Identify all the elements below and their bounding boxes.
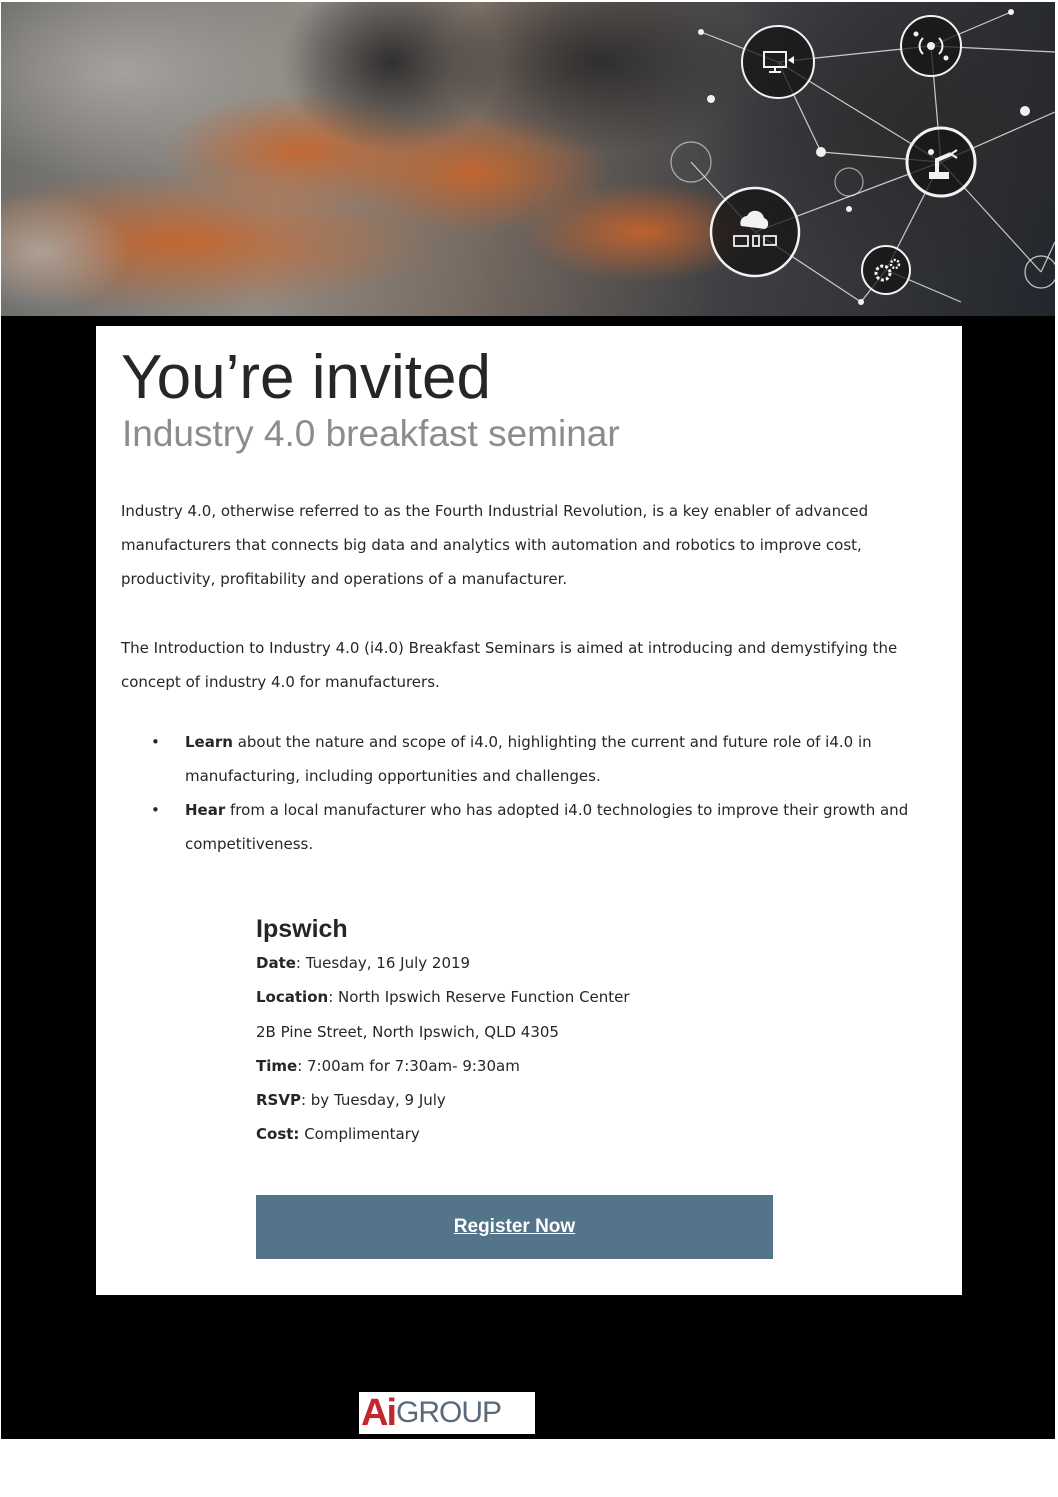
page-subtitle: Industry 4.0 breakfast seminar (122, 413, 620, 454)
time-label: Time (256, 1056, 298, 1075)
cloud-devices-icon (711, 188, 799, 276)
ai-group-logo (359, 1392, 535, 1434)
register-button[interactable] (256, 1195, 773, 1259)
list-item (121, 793, 911, 861)
rsvp-value: : by Tuesday, 9 July (300, 1091, 446, 1110)
bullet-text: from a local manufacturer who has adopted i4.0 technologies to improve their growth and competitiveness. (185, 801, 909, 853)
intro-paragraph: Industry 4.0, otherwise referred to as the Fourth Industrial Revolution, is a key enabler of advanced manufacturers that connects big data and analytics with automation and robotics to improve cost, productivity, profitability and operations of a manufacturer. (121, 502, 869, 588)
time-value: : 7:00am for 7:30am- 9:30am (297, 1056, 520, 1075)
benefits-list (121, 725, 911, 861)
network-graphic (1, 2, 1055, 316)
bullet-lead: Hear (185, 801, 226, 819)
monitor-icon (742, 26, 814, 98)
cost-value: Complimentary (299, 1125, 420, 1144)
event-date (256, 946, 816, 980)
bullet-icon: • (151, 733, 160, 751)
event-time (256, 1049, 816, 1083)
cost-label: Cost: (256, 1125, 300, 1144)
page-title: You’re invited (121, 343, 491, 412)
rsvp-label: RSVP (256, 1091, 301, 1110)
hero-banner (1, 2, 1055, 316)
robot-arm-icon (907, 128, 975, 196)
list-item (121, 725, 911, 793)
gears-icon (862, 246, 910, 294)
invitation-page (1, 2, 1055, 1439)
bullet-text: about the nature and scope of i4.0, highlighting the current and future role of i4.0 in manufacturing, including opportunities and challenges. (185, 733, 872, 785)
date-label: Date (256, 954, 296, 972)
seminar-paragraph: The Introduction to Industry 4.0 (i4.0) Breakfast Seminars is aimed at introducing and demystifying the concept of industry 4.0 for manufacturers. (121, 639, 898, 691)
logo-ai-mark: Ai (361, 1392, 395, 1434)
logo-group-text: GROUP (396, 1396, 502, 1429)
location-label: Location (256, 988, 329, 1007)
event-cost (256, 1117, 816, 1151)
register-button-label[interactable]: Register Now (453, 1216, 576, 1237)
date-value: : Tuesday, 16 July 2019 (295, 954, 471, 972)
event-location (256, 980, 816, 1014)
wireless-chip-icon (901, 16, 961, 76)
event-address: 2B Pine Street, North Ipswich, QLD 4305 (256, 1022, 559, 1041)
bullet-lead: Learn (185, 733, 233, 751)
bullet-icon: • (151, 801, 160, 819)
location-value: : North Ipswich Reserve Function Center (328, 988, 630, 1007)
event-rsvp (256, 1083, 816, 1117)
event-city: Ipswich (256, 915, 348, 943)
event-details (256, 912, 816, 1152)
invitation-card (96, 326, 962, 1295)
